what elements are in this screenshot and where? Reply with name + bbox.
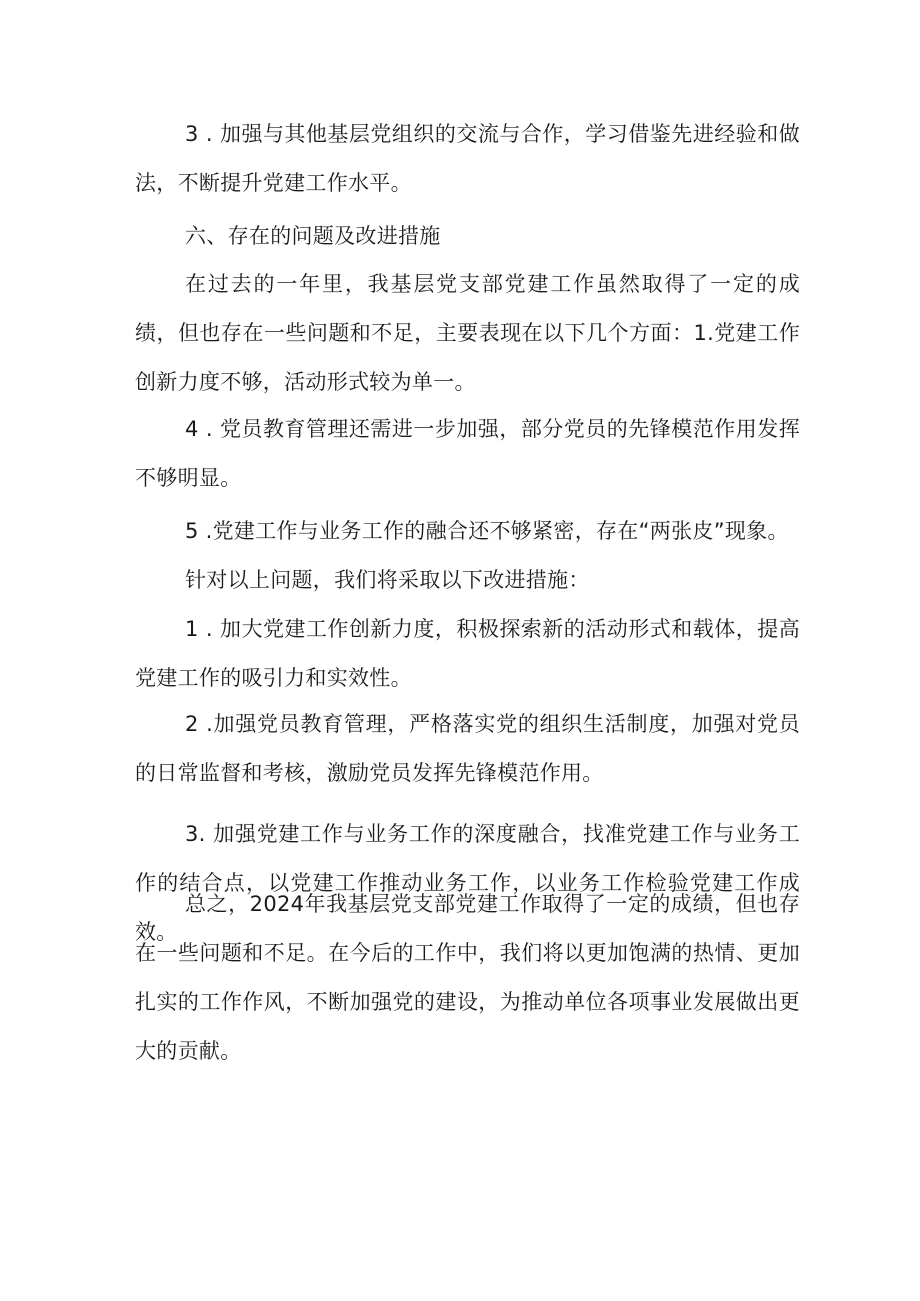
- paragraph-strengthen-exchange: 3 . 加强与其他基层党组织的交流与合作，学习借鉴先进经验和做法，不断提升党建工作水平。: [135, 122, 800, 195]
- paragraph-problem-5: 5 .党建工作与业务工作的融合还不够紧密，存在“两张皮”现象。: [185, 519, 789, 543]
- section-heading-problems: 六、存在的问题及改进措施: [185, 224, 441, 248]
- paragraph-conclusion: 总之，2024年我基层党支部党建工作取得了一定的成绩，但也存在一些问题和不足。在今后的工作中，我们将以更加饱满的热情、更加扎实的工作作风，不断加强党的建设，为推动单位各项事业发展做出更大的贡献。: [135, 892, 800, 1063]
- paragraph-problem-4: 4 . 党员教育管理还需进一步加强，部分党员的先锋模范作用发挥不够明显。: [135, 417, 800, 490]
- paragraph-measure-1: 1 . 加大党建工作创新力度，积极探索新的活动形式和载体，提高党建工作的吸引力和实效性。: [135, 617, 800, 690]
- paragraph-measures-intro: 针对以上问题，我们将采取以下改进措施：: [185, 568, 590, 592]
- paragraph-measure-2: 2 .加强党员教育管理，严格落实党的组织生活制度，加强对党员的日常监督和考核，激励党员发挥先锋模范作用。: [135, 712, 800, 785]
- paragraph-past-year-summary: 在过去的一年里，我基层党支部党建工作虽然取得了一定的成绩，但也存在一些问题和不足，主要表现在以下几个方面：1.党建工作创新力度不够，活动形式较为单一。: [135, 272, 800, 394]
- paragraph-measure-3: 3. 加强党建工作与业务工作的深度融合，找准党建工作与业务工作的结合点，以党建工作推动业务工作，以业务工作检验党建工作成效。: [135, 822, 800, 944]
